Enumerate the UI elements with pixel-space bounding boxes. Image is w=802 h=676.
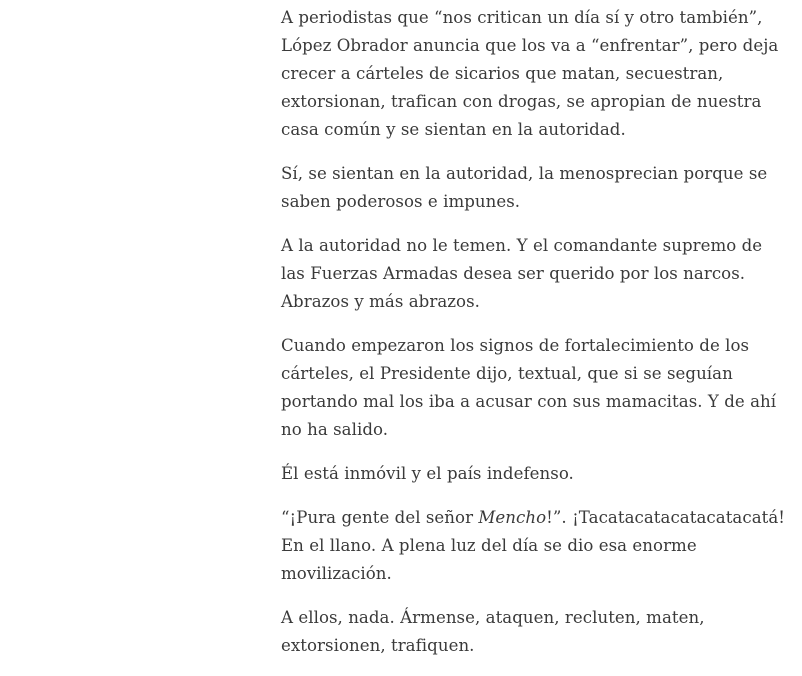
article-paragraph-6 bbox=[281, 504, 787, 588]
article-paragraph-5: Él está inmóvil y el país indefenso. bbox=[281, 464, 574, 483]
article-body bbox=[281, 4, 787, 676]
paragraph-6-text-start: “¡Pura gente del señor bbox=[281, 508, 479, 527]
article-paragraph-3: A la autoridad no le temen. Y el comandante supremo de las Fuerzas Armadas desea ser querido por los narcos. Abrazos y más abrazos. bbox=[281, 236, 763, 311]
article-paragraph-2: Sí, se sientan en la autoridad, la menosprecian porque se saben poderosos e impunes. bbox=[281, 164, 768, 211]
paragraph-6-text-end: !”. ¡Tacatacatacatacatacatá! En el llano. A plena luz del día se dio esa enorme movilización. bbox=[281, 508, 786, 583]
article-paragraph-4: Cuando empezaron los signos de fortalecimiento de los cárteles, el Presidente dijo, textual, que si se seguían portando mal los iba a acusar con sus mamacitas. Y de ahí no ha salido. bbox=[281, 336, 777, 439]
article-paragraph-1: A periodistas que “nos critican un día sí y otro también”, López Obrador anuncia que los va a “enfrentar”, pero deja crecer a cárteles de sicarios que matan, secuestran, extorsionan, trafican con drogas, se apropian de nuestra casa común y se sientan en la autoridad. bbox=[281, 8, 779, 139]
article-paragraph-7: A ellos, nada. Ármense, ataquen, recluten, maten, extorsionen, trafiquen. bbox=[281, 608, 705, 655]
paragraph-6-emphasis: Mencho bbox=[478, 508, 547, 527]
